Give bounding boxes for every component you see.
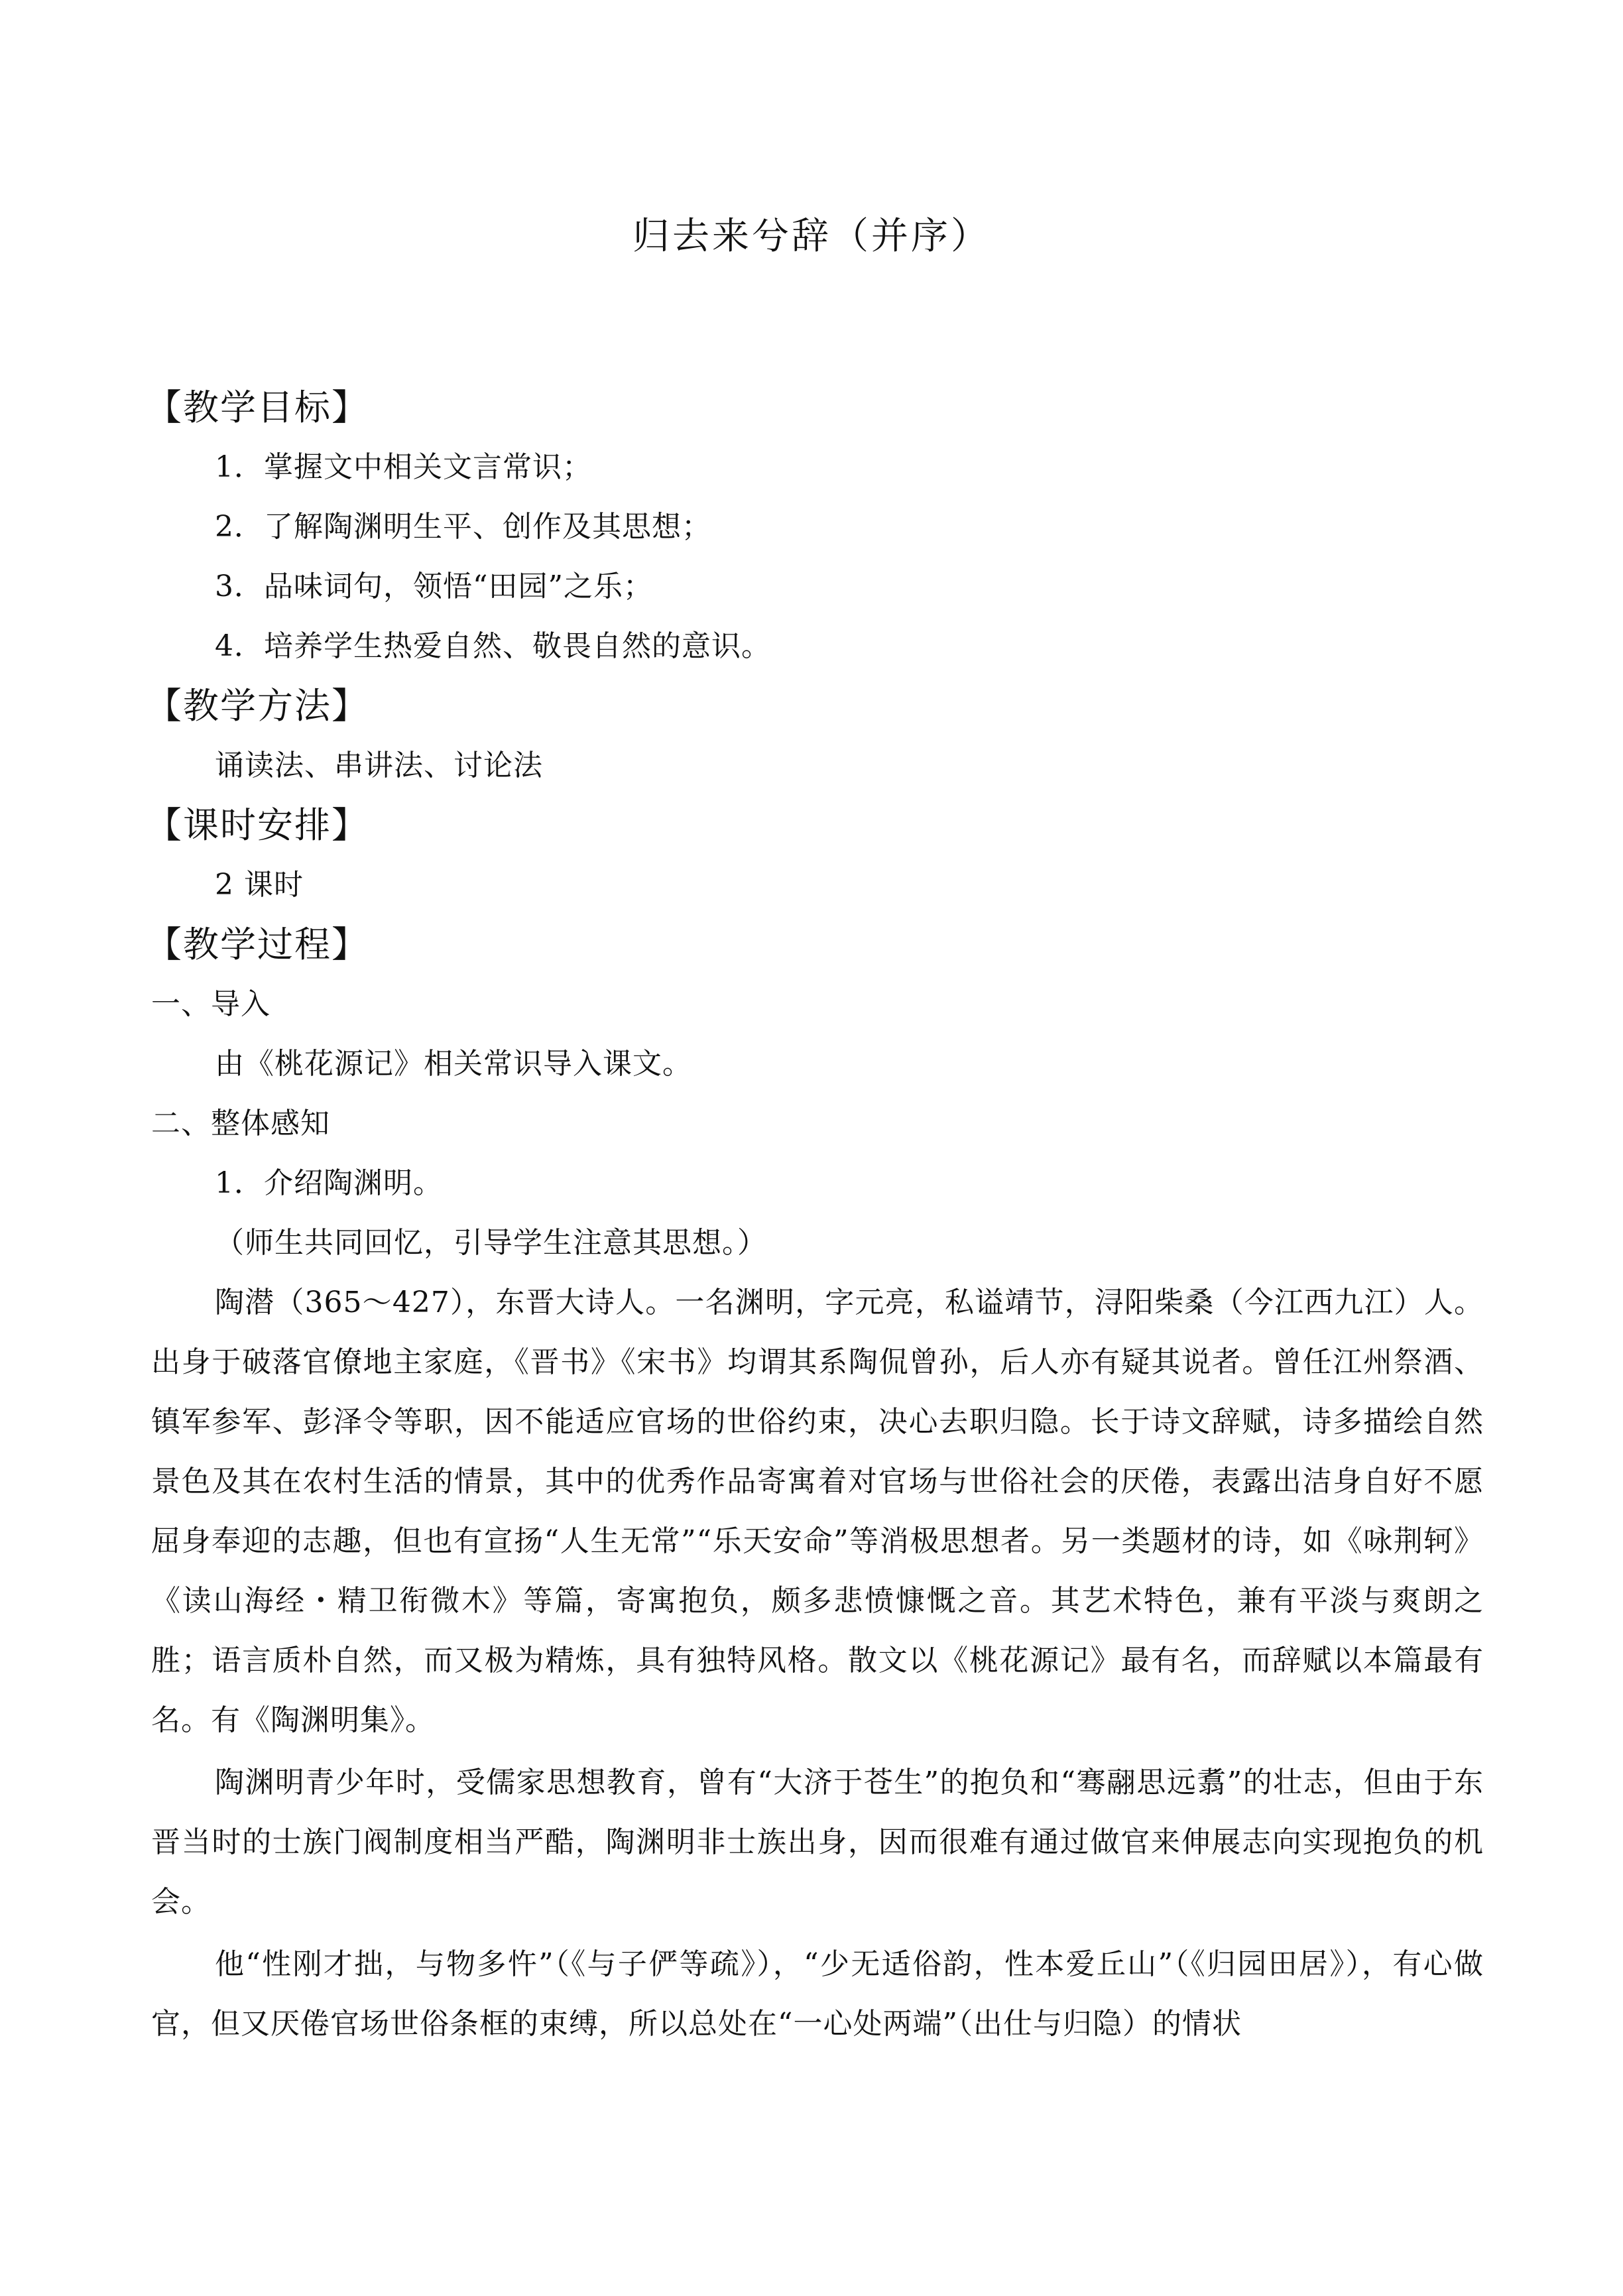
biography-paragraph: 陶潜（365～427），东晋大诗人。一名渊明，字元亮，私谥靖节，浔阳柴桑（今江西九江）人。出身于破落官僚地主家庭，《晋书》《宋书》均谓其系陶侃曾孙，后人亦有疑其说者。曾任江州祭酒、镇军参军、彭泽令等职，因不能适应官场的世俗约束，决心去职归隐。长于诗文辞赋，诗多描绘自然景色及其在农村生活的情景，其中的优秀作品寄寓着对官场与世俗社会的厌倦，表露出洁身自好不愿屈身奉迎的志趣，但也有宣扬“人生无常”“乐天安命”等消极思想者。另一类题材的诗，如《咏荆轲》《读山海经・精卫衔微木》等篇，寄寓抱负，颇多悲愤慷慨之音。其艺术特色，兼有平淡与爽朗之胜；语言质朴自然，而又极为精炼，具有独特风格。散文以《桃花源记》最有名，而辞赋以本篇最有名。有《陶渊明集》。 xyxy=(151,1286,1484,1737)
heading-objectives: 【教学目标】 xyxy=(146,387,369,428)
process-part2-item1: 1．介绍陶渊明。 xyxy=(215,1166,443,1200)
objective-item: 4．培养学生热爱自然、敬畏自然的意识。 xyxy=(215,629,771,663)
heading-process: 【教学过程】 xyxy=(146,924,369,965)
schedule-text: 2 课时 xyxy=(215,868,304,902)
document-body xyxy=(146,378,1484,2054)
process-part1-title: 一、导入 xyxy=(151,987,270,1021)
document-title: 归去来兮辞（并序） xyxy=(632,215,991,258)
objective-item: 3．品味词句，领悟“田园”之乐； xyxy=(215,570,653,603)
process-part1-text: 由《桃花源记》相关常识导入课文。 xyxy=(215,1047,692,1081)
heading-methods: 【教学方法】 xyxy=(146,685,369,727)
methods-text: 诵读法、串讲法、讨论法 xyxy=(215,749,543,782)
character-paragraph: 他“性刚才拙，与物多忤”（《与子俨等疏》），“少无适俗韵，性本爱丘山”（《归园田居》），有心做官，但又厌倦官场世俗条框的束缚，所以总处在“一心处两端”（出仕与归隐）的情状 xyxy=(151,1947,1484,2041)
youth-paragraph: 陶渊明青少年时，受儒家思想教育，曾有“大济于苍生”的抱负和“骞翮思远翥”的壮志，但由于东晋当时的士族门阀制度相当严酷，陶渊明非士族出身，因而很难有通过做官来伸展志向实现抱负的机会。 xyxy=(151,1766,1484,1919)
objective-item: 2．了解陶渊明生平、创作及其思想； xyxy=(215,510,711,544)
process-part2-title: 二、整体感知 xyxy=(151,1107,330,1140)
heading-schedule: 【课时安排】 xyxy=(146,804,369,846)
objective-item: 1．掌握文中相关文言常识； xyxy=(215,450,592,484)
process-part2-note: （师生共同回忆，引导学生注意其思想。） xyxy=(215,1226,767,1260)
